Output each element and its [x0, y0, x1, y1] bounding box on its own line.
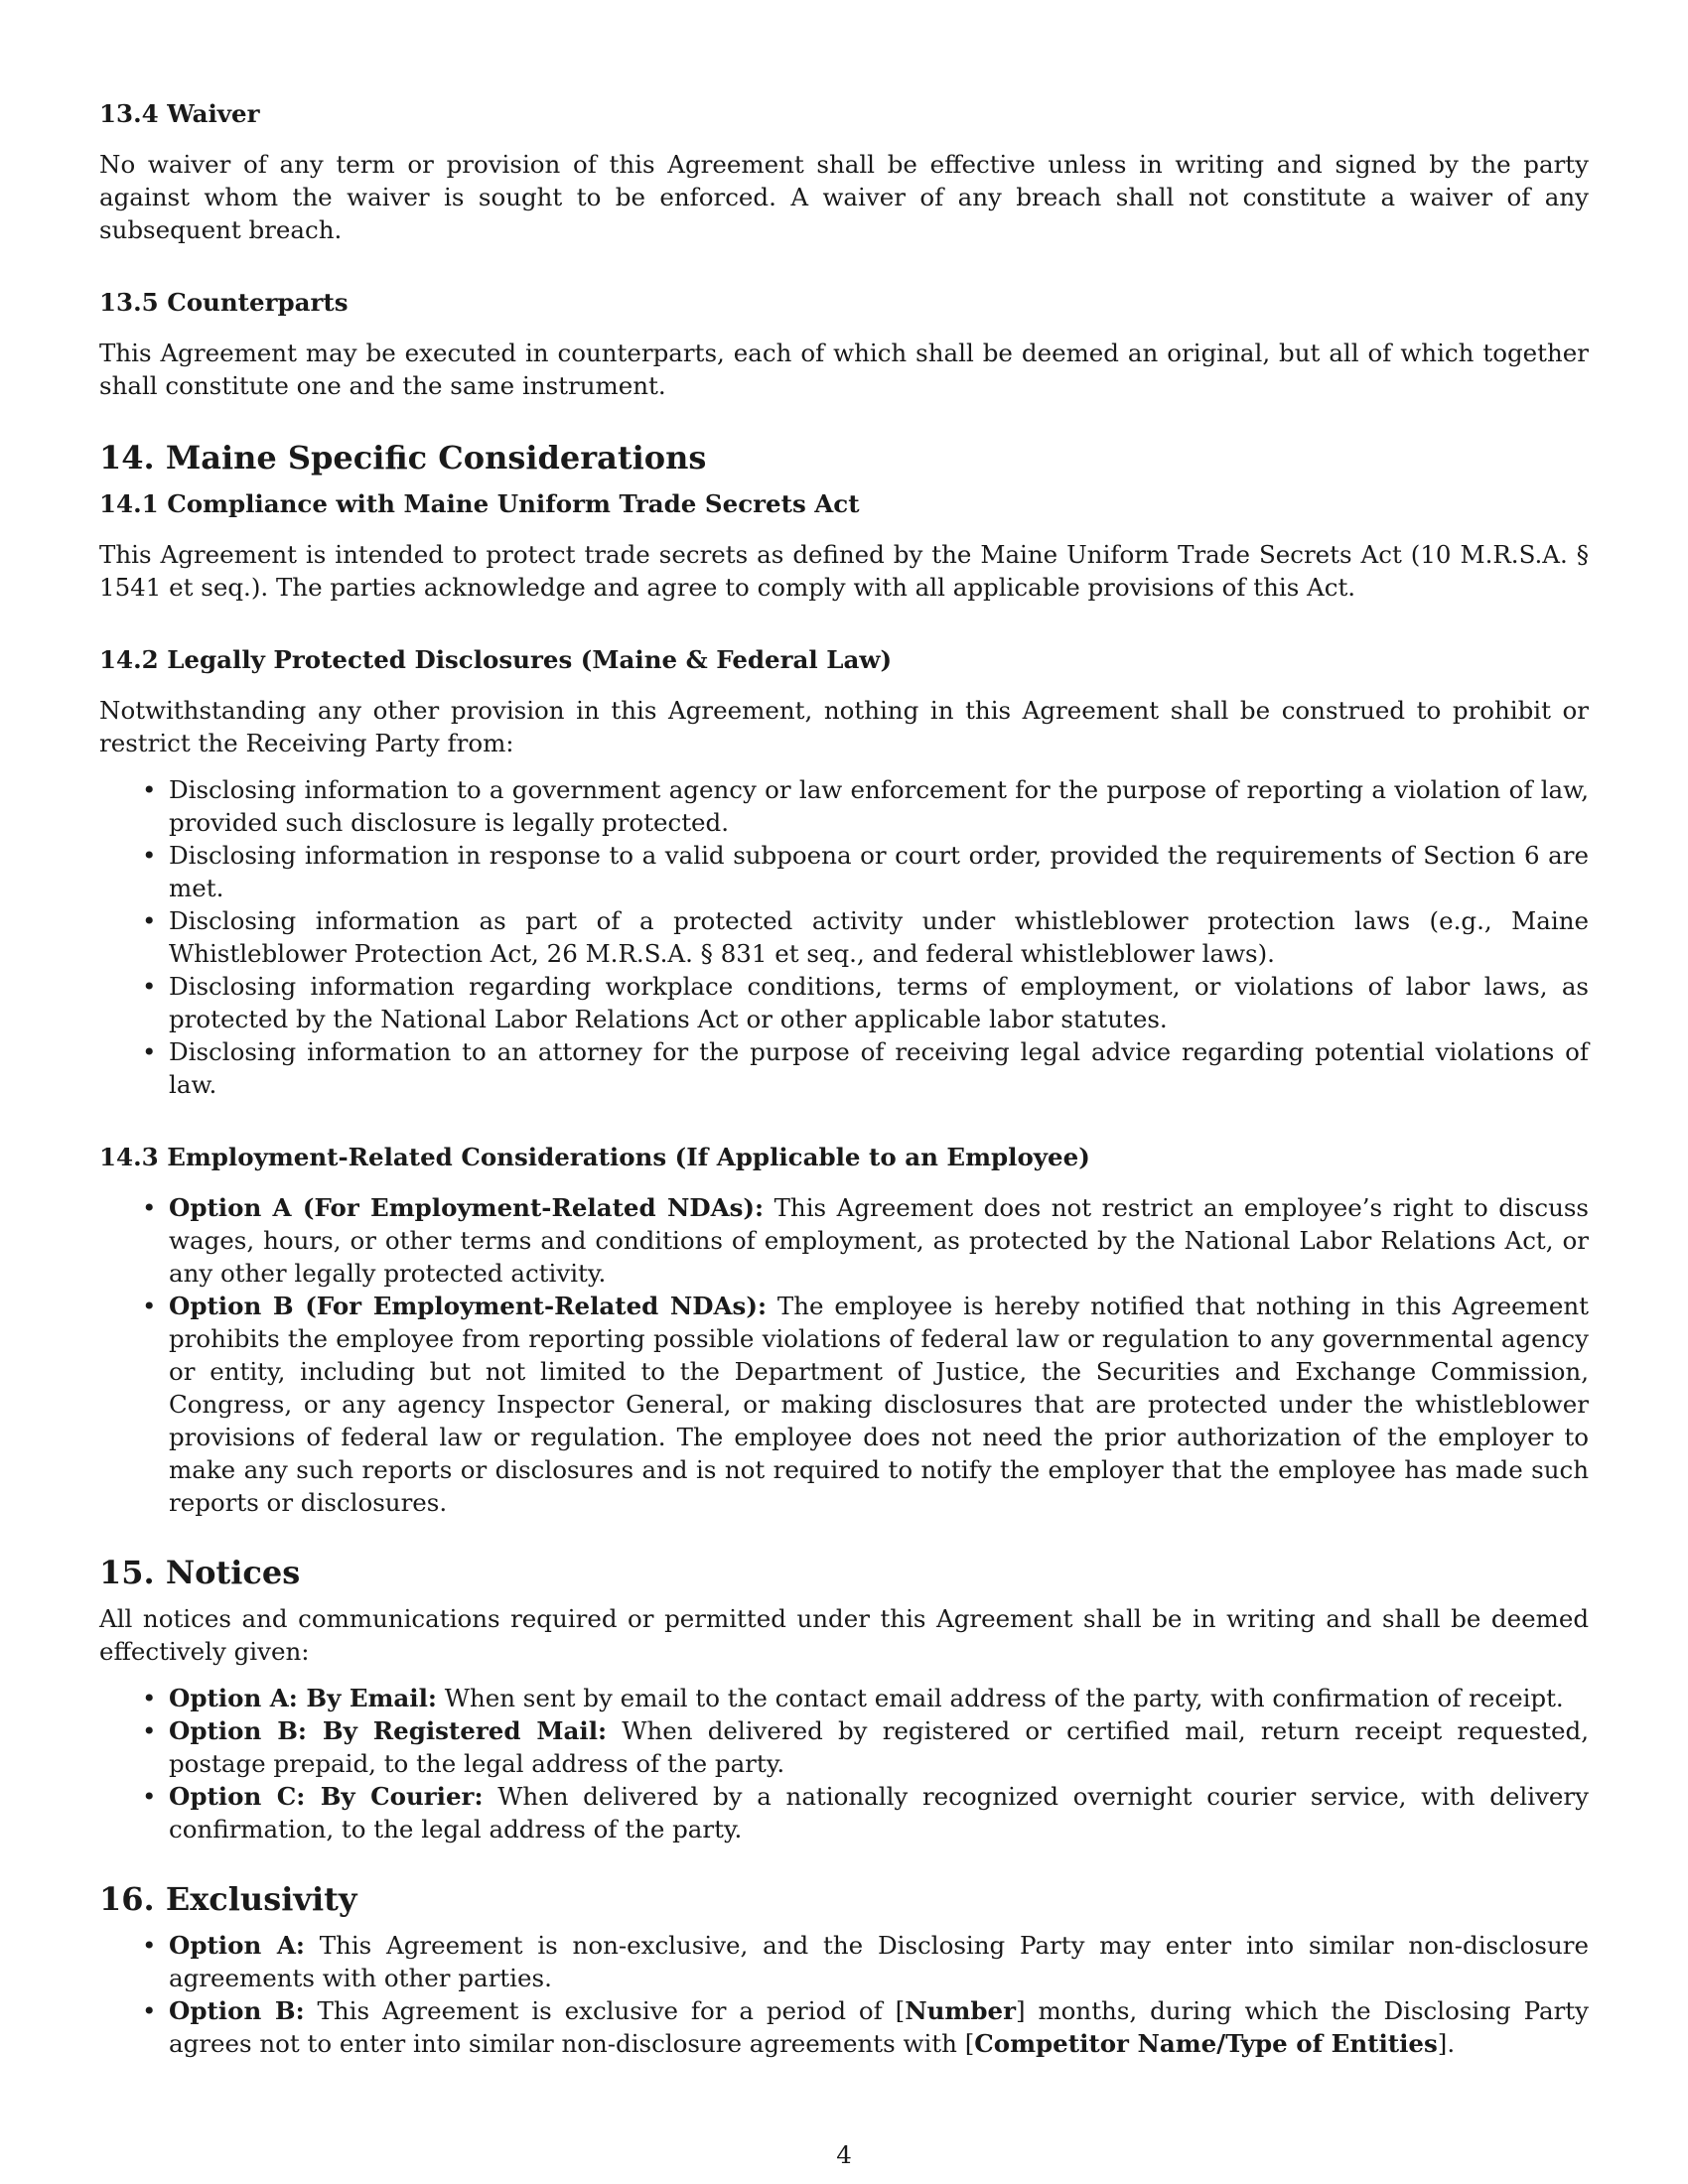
section-15-list	[99, 1682, 1589, 1845]
option-text: When sent by email to the contact email address of the party, with confirmation of receipt.	[436, 1684, 1564, 1712]
option-text: ] months, during which the Disclosing Party agrees not to enter into similar non-disclosure agreements with [	[169, 1996, 1589, 2058]
option-label: Option B: By Registered Mail:	[169, 1716, 608, 1745]
option-label: Option C: By Courier:	[169, 1782, 484, 1811]
page-number: 4	[836, 2140, 852, 2169]
section-15-heading: 15. Notices	[99, 1554, 301, 1591]
section-13-4-body: No waiver of any term or provision of this Agreement shall be effective unless in writing and signed by the party against whom the waiver is sought to be enforced. A waiver of any breach shall not constitute a waiver of any subsequent breach.	[99, 150, 1589, 244]
list-item	[169, 1191, 1589, 1290]
section-14-3-list	[99, 1191, 1589, 1519]
option-label: Option B:	[169, 1996, 305, 2025]
section-14-2-body: Notwithstanding any other provision in this Agreement, nothing in this Agreement shall be construed to prohibit or restrict the Receiving Party from:	[99, 696, 1589, 757]
option-text: This Agreement is exclusive for a period of [	[304, 1996, 906, 2025]
list-item: • Disclosing information to a government agency or law enforcement for the purpose of reporting a violation of law, provided such disclosure is legally protected.	[169, 773, 1589, 839]
option-text: This Agreement is non-exclusive, and the Disclosing Party may enter into similar non-disclosure agreements with other parties.	[169, 1931, 1589, 1992]
list-item	[169, 1994, 1589, 2060]
document-page	[99, 97, 1589, 2060]
section-14-heading: 14. Maine Specific Considerations	[99, 439, 707, 477]
list-item: • Disclosing information in response to a valid subpoena or court order, provided the requirements of Section 6 are met.	[169, 839, 1589, 904]
option-text: The employee is hereby notified that nothing in this Agreement prohibits the employee from reporting possible violations of federal law or regulation to any governmental agency or entity, including but not limited to the Department of Justice, the Securities and Exchange Commission, Congress, or any agency Inspector General, or making disclosures that are protected under the whistleblower provisions of federal law or regulation. The employee does not need the prior authorization of the employer to make any such reports or disclosures and is not required to notify the employer that the employee has made such reports or disclosures.	[169, 1292, 1589, 1517]
section-13-4-heading: 13.4 Waiver	[99, 99, 260, 128]
section-16-heading: 16. Exclusivity	[99, 1880, 357, 1918]
list-item: • Disclosing information regarding workplace conditions, terms of employment, or violations of labor laws, as protected by the National Labor Relations Act or other applicable labor statutes.	[169, 970, 1589, 1035]
section-16-list	[99, 1929, 1589, 2060]
option-text: This Agreement does not restrict an employee’s right to discuss wages, hours, or other terms and conditions of employment, as protected by the National Labor Relations Act, or any other legally protected activity.	[169, 1193, 1589, 1288]
section-14-1-body: This Agreement is intended to protect trade secrets as defined by the Maine Uniform Trade Secrets Act (10 M.R.S.A. § 1541 et seq.). The parties acknowledge and agree to comply with all applicable provisions of this Act.	[99, 540, 1589, 602]
section-13-5-body: This Agreement may be executed in counterparts, each of which shall be deemed an original, but all of which together shall constitute one and the same instrument.	[99, 339, 1589, 400]
option-text: When delivered by a nationally recognized overnight courier service, with delivery confirmation, to the legal address of the party.	[169, 1782, 1589, 1843]
section-15-body: All notices and communications required or permitted under this Agreement shall be in writing and shall be deemed effectively given:	[99, 1604, 1589, 1666]
list-item: • Disclosing information as part of a protected activity under whistleblower protection laws (e.g., Maine Whistleblower Protection Act, 26 M.R.S.A. § 831 et seq., and federal whistleblower laws).	[169, 904, 1589, 970]
section-14-2-list	[99, 773, 1589, 1101]
option-label: Option A:	[169, 1931, 305, 1960]
section-13-5-heading: 13.5 Counterparts	[99, 288, 349, 317]
option-label: Option B (For Employment-Related NDAs):	[169, 1292, 767, 1320]
section-14-1-heading: 14.1 Compliance with Maine Uniform Trade Secrets Act	[99, 489, 860, 518]
option-text: ].	[1437, 2029, 1456, 2058]
option-label: Option A (For Employment-Related NDAs):	[169, 1193, 765, 1222]
list-item	[169, 1929, 1589, 1994]
section-14-2-heading: 14.2 Legally Protected Disclosures (Maine & Federal Law)	[99, 645, 893, 674]
list-item	[169, 1780, 1589, 1845]
placeholder-number: Number	[905, 1996, 1016, 2025]
list-item	[169, 1290, 1589, 1519]
list-item: • Disclosing information to an attorney for the purpose of receiving legal advice regarding potential violations of law.	[169, 1035, 1589, 1101]
section-14-3-heading: 14.3 Employment-Related Considerations (If Applicable to an Employee)	[99, 1143, 1090, 1171]
option-text: When delivered by registered or certified mail, return receipt requested, postage prepaid, to the legal address of the party.	[169, 1716, 1589, 1778]
list-item	[169, 1682, 1589, 1714]
placeholder-competitor: Competitor Name/Type of Entities	[974, 2029, 1438, 2058]
list-item	[169, 1714, 1589, 1780]
option-label: Option A: By Email:	[169, 1684, 437, 1712]
